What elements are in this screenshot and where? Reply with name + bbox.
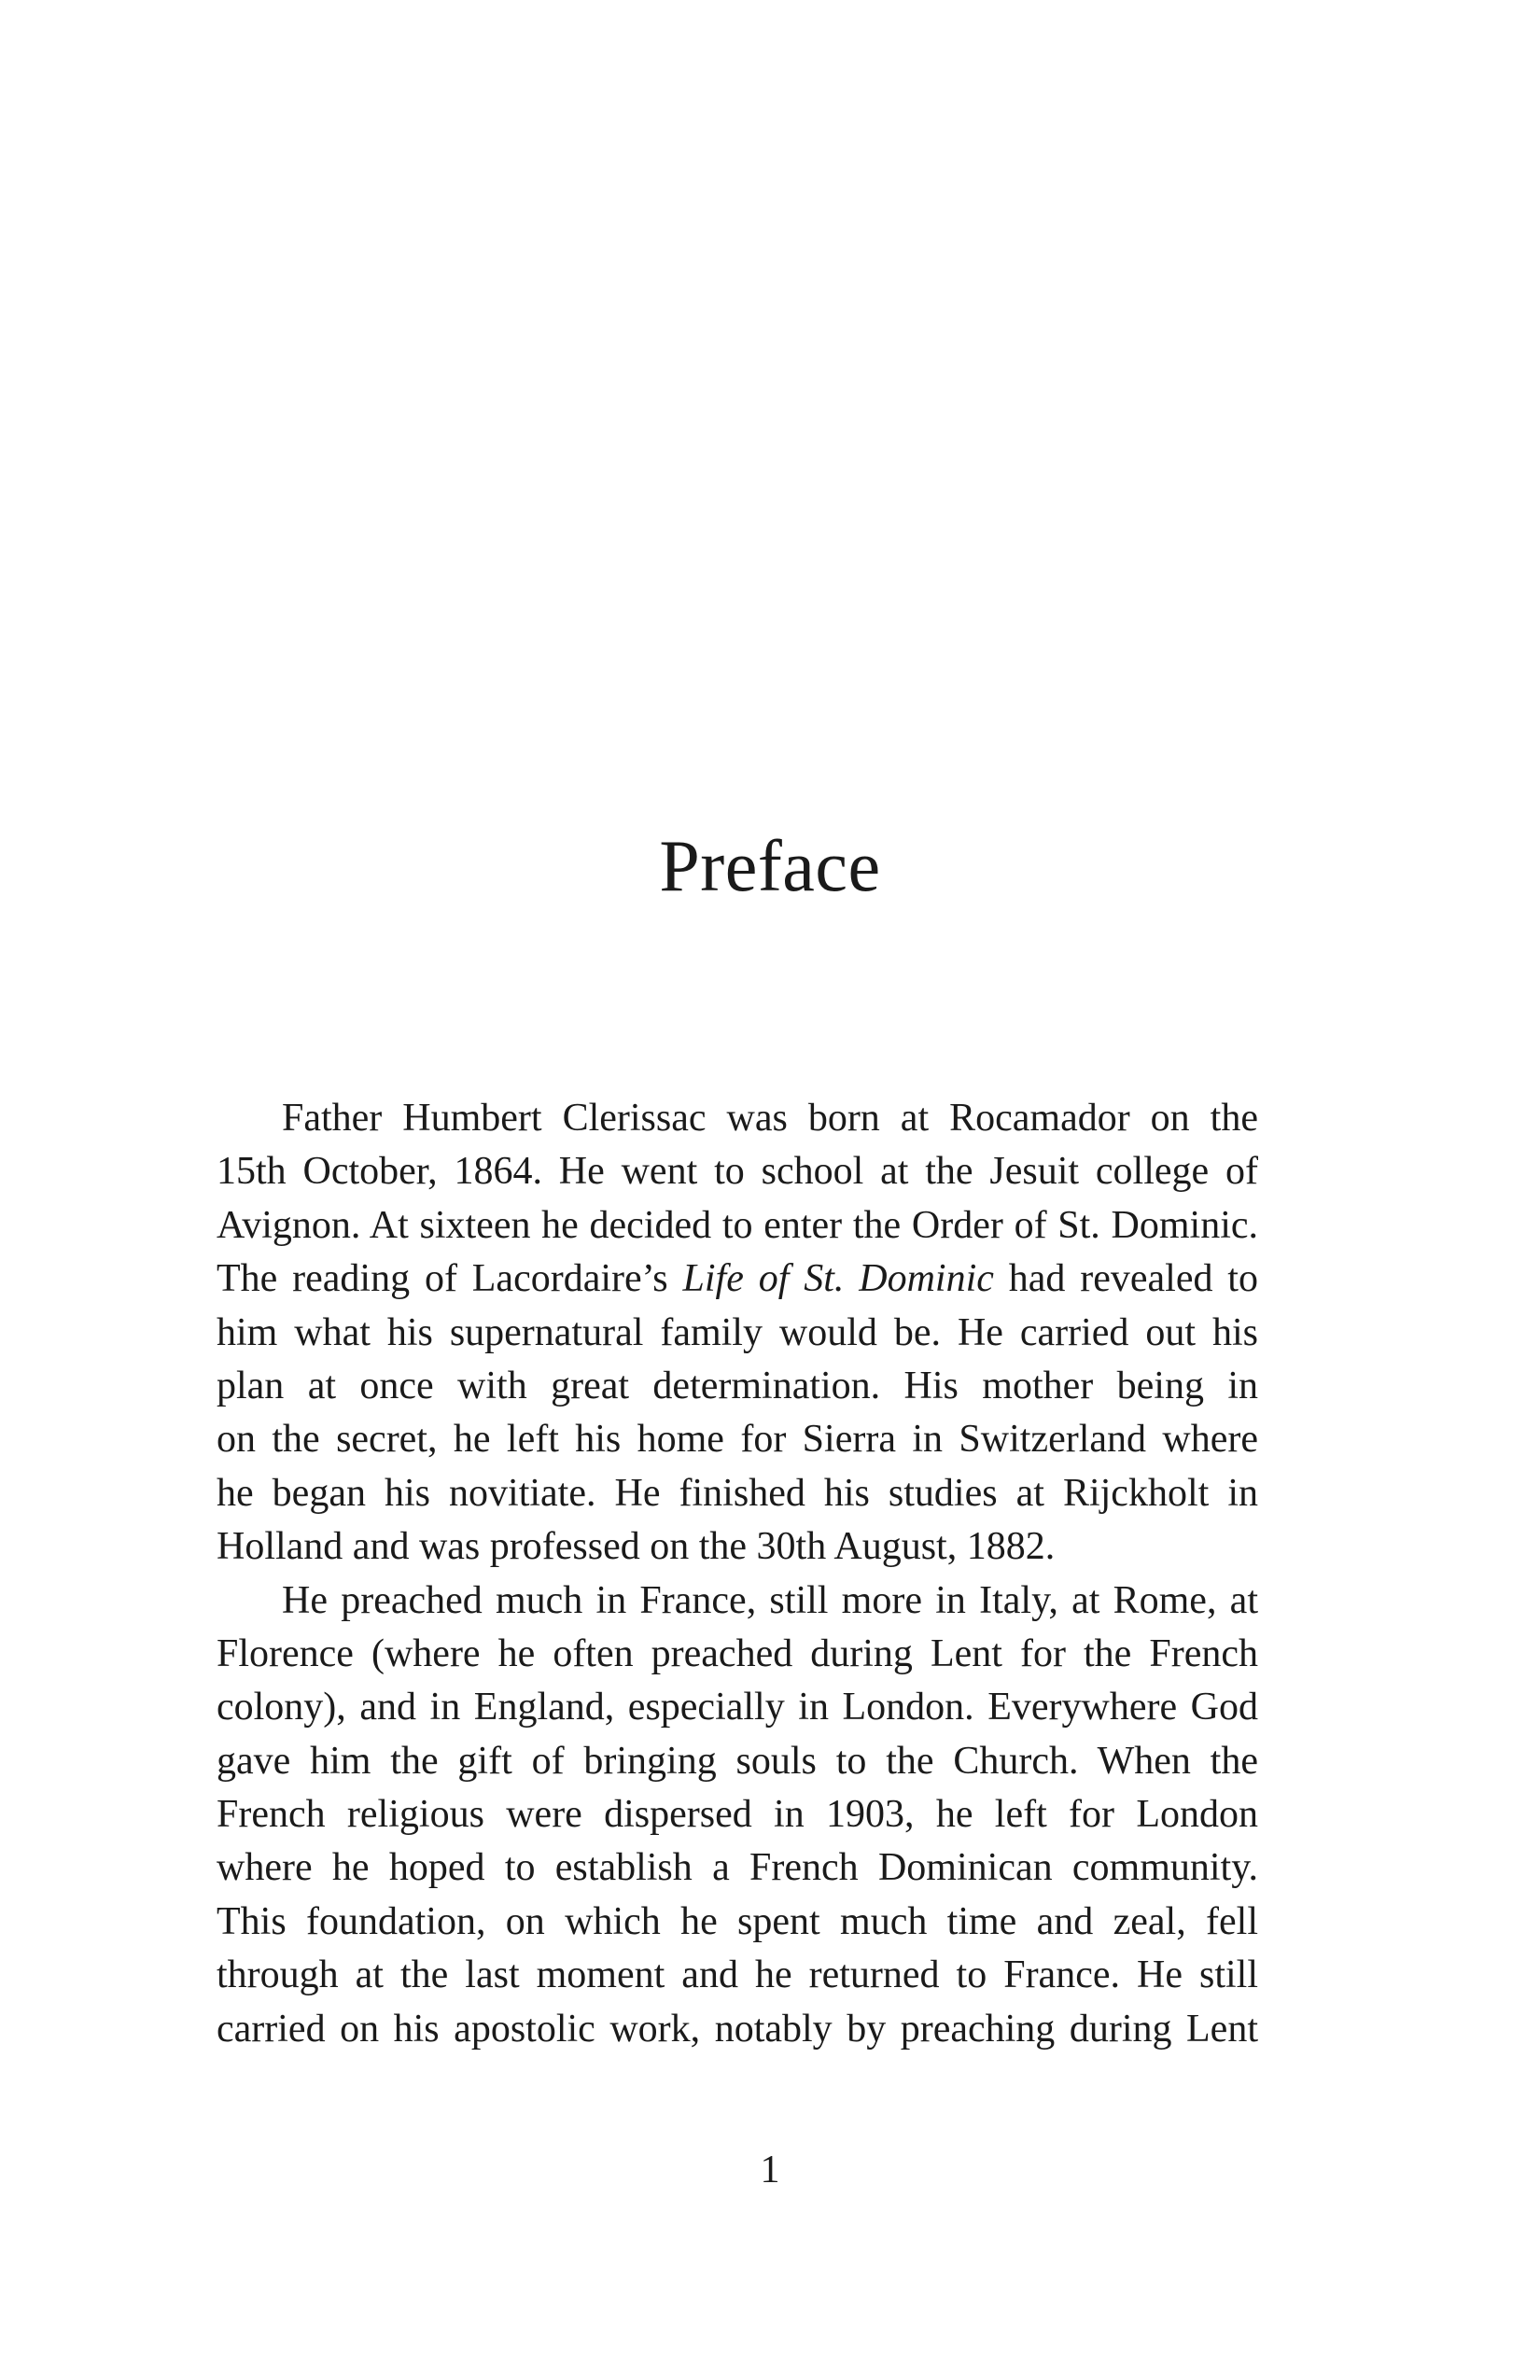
paragraph-2-line-4: gave him the gift of bringing souls to the Church. When the [217, 1739, 1258, 1783]
paragraph-1-line-2: 15th October, 1864. He went to school at the Jesuit college of [217, 1150, 1258, 1194]
paragraph-1-line-5: him what his supernatural family would be. He carried out his [217, 1310, 1258, 1354]
paragraph-2-line-8: through at the last moment and he returned to France. He still [217, 1953, 1258, 1997]
paragraph-2-line-9: carried on his apostolic work, notably by preaching during Lent [217, 2007, 1258, 2051]
paragraph-2-line-5: French religious were dispersed in 1903, he left for London [217, 1793, 1258, 1837]
paragraph-1-line-8: he began his novitiate. He finished his studies at Rijckholt in [217, 1471, 1258, 1515]
book-title-italic: Life of St. Dominic [682, 1257, 994, 1301]
line-4-suffix: had revealed to [993, 1257, 1258, 1301]
paragraph-1-line-9: Holland and was professed on the 30th August, 1882. [217, 1525, 1056, 1569]
paragraph-1-line-4 [217, 1253, 1258, 1306]
paragraph-2-line-3: colony), and in England, especially in London. Everywhere God [217, 1686, 1258, 1729]
paragraph-1-line-3: Avignon. At sixteen he decided to enter the Order of St. Dominic. [217, 1203, 1258, 1247]
page-number: 1 [760, 2149, 780, 2191]
paragraph-2-line-7: This foundation, on which he spent much time and zeal, fell [217, 1899, 1258, 1943]
paragraph-1-line-7: on the secret, he left his home for Sierra in Switzerland where [217, 1418, 1258, 1462]
paragraph-1-line-1: Father Humbert Clerissac was born at Rocamador on the [282, 1097, 1258, 1140]
paragraph-1-line-6: plan at once with great determination. His mother being in [217, 1364, 1258, 1407]
page-title: Preface [659, 825, 881, 906]
paragraph-2-line-2: Florence (where he often preached during Lent for the French [217, 1631, 1258, 1675]
body-text [217, 1092, 1258, 2056]
paragraph-2-line-6: where he hoped to establish a French Dominican community. [217, 1846, 1258, 1890]
line-4-prefix: The reading of Lacordaire’s [217, 1257, 683, 1301]
paragraph-2-line-1: He preached much in France, still more in Italy, at Rome, at [282, 1578, 1258, 1622]
